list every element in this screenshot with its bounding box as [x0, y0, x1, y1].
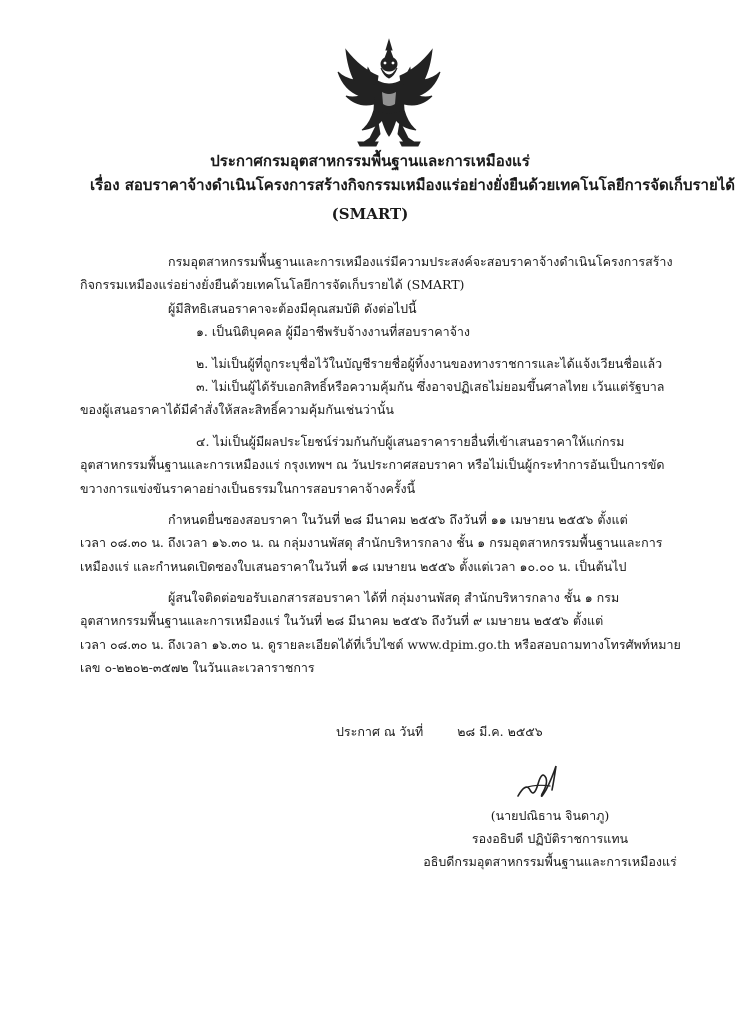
signer-position-1: รองอธิบดี ปฏิบัติราชการแทน	[471, 831, 629, 846]
paragraph-intro-line-1: กรมอุตสาหกรรมพื้นฐานและการเหมืองแร่มีความประสงค์จะสอบราคาจ้างดำเนินโครงการสร้าง	[168, 254, 673, 269]
contact-info-line-1: ผู้สนใจติดต่อขอรับเอกสารสอบราคา ได้ที่ กลุ่มงานพัสดุ สำนักบริหารกลาง ชั้น ๑ กรม	[168, 590, 620, 606]
qualification-item-3-line-1: ๓. ไม่เป็นผู้ได้รับเอกสิทธิ์หรือความคุ้มกัน ซึ่งอาจปฏิเสธไม่ยอมขึ้นศาลไทย เว้นแต่รัฐบาล	[196, 378, 665, 394]
signer-position-2: อธิบดีกรมอุตสาหกรรมพื้นฐานและการเหมืองแร่	[423, 854, 677, 869]
announcement-subject-abbrev: (SMART)	[331, 205, 409, 223]
announcement-body	[80, 250, 680, 680]
contact-info-line-4: เลข ๐-๒๒๐๒-๓๕๗๒ ในวันและเวลาราชการ	[80, 660, 315, 676]
qualification-item-3-line-2: ของผู้เสนอราคาได้มีคำสั่งให้สละสิทธิ์ความคุ้มกันเช่นว่านั้น	[80, 402, 394, 418]
qualification-item-4-line-2: อุตสาหกรรมพื้นฐานและการเหมืองแร่ กรุงเทพฯ ณ วันประกาศสอบราคา หรือไม่เป็นผู้กระทำการอันเป็นการขัด	[80, 457, 665, 473]
signature-block	[400, 804, 700, 873]
submission-schedule-line-2: เวลา ๐๘.๓๐ น. ถึงเวลา ๑๖.๓๐ น. ณ กลุ่มงานพัสดุ สำนักบริหารกลาง ชั้น ๑ กรมอุตสาหกรรมพื้นฐานและการ	[80, 535, 663, 551]
paragraph-intro-line-2: กิจกรรมเหมืองแร่อย่างยั่งยืนด้วยเทคโนโลยีการจัดเก็บรายได้ (SMART)	[80, 277, 465, 293]
contact-info-line-2: อุตสาหกรรมพื้นฐานและการเหมืองแร่ ในวันที่ ๒๘ มีนาคม ๒๕๕๖ ถึงวันที่ ๙ เมษายน ๒๕๕๖ ตั้งแต่	[80, 613, 604, 629]
qualification-item-1: ๑. เป็นนิติบุคคล ผู้มีอาชีพรับจ้างงานที่สอบราคาจ้าง	[196, 324, 471, 340]
qualification-item-2: ๒. ไม่เป็นผู้ที่ถูกระบุชื่อไว้ในบัญชีรายชื่อผู้ทิ้งงานของทางราชการและได้แจ้งเวียนชื่อแล้ว	[196, 355, 663, 371]
submission-schedule-line-3: เหมืองแร่ และกำหนดเปิดซองใบเสนอราคาในวันที่ ๑๘ เมษายน ๒๕๕๖ ตั้งแต่เวลา ๑๐.๐๐ น. เป็นต้นไป	[80, 558, 627, 574]
qualification-item-4-line-3: ขวางการแข่งขันราคาอย่างเป็นธรรมในการสอบราคาจ้างครั้งนี้	[80, 480, 416, 496]
announcement-subject: เรื่อง สอบราคาจ้างดำเนินโครงการสร้างกิจกรรมเหมืองแร่อย่างยั่งยืนด้วยเทคโนโลยีการจัดเก็บรายได้	[90, 176, 736, 194]
announce-date: ๒๘ มี.ค. ๒๕๕๖	[457, 724, 543, 739]
signer-name: (นายปณิธาน จินดาภู)	[490, 808, 610, 823]
announce-label: ประกาศ ณ วันที่	[336, 724, 424, 739]
garuda-emblem-icon	[334, 38, 444, 150]
qualification-item-4-line-1: ๔. ไม่เป็นผู้มีผลประโยชน์ร่วมกันกับผู้เสนอราคารายอื่นที่เข้าเสนอราคาให้แก่กรม	[196, 433, 625, 449]
qualification-intro: ผู้มีสิทธิเสนอราคาจะต้องมีคุณสมบัติ ดังต่อไปนี้	[168, 300, 417, 316]
announcement-date-line	[336, 722, 543, 742]
submission-schedule-line-1: กำหนดยื่นซองสอบราคา ในวันที่ ๒๘ มีนาคม ๒๕๕๖ ถึงวันที่ ๑๑ เมษายน ๒๕๕๖ ตั้งแต่	[168, 511, 628, 527]
announcement-title: ประกาศกรมอุตสาหกรรมพื้นฐานและการเหมืองแร่	[210, 152, 530, 170]
contact-info-line-3: เวลา ๐๘.๓๐ น. ถึงเวลา ๑๖.๓๐ น. ดูรายละเอียดได้ที่เว็บไซต์ www.dpim.go.th หรือสอบถามทางโทรศัพท์หมาย	[80, 636, 681, 652]
handwritten-signature-icon	[512, 760, 562, 802]
